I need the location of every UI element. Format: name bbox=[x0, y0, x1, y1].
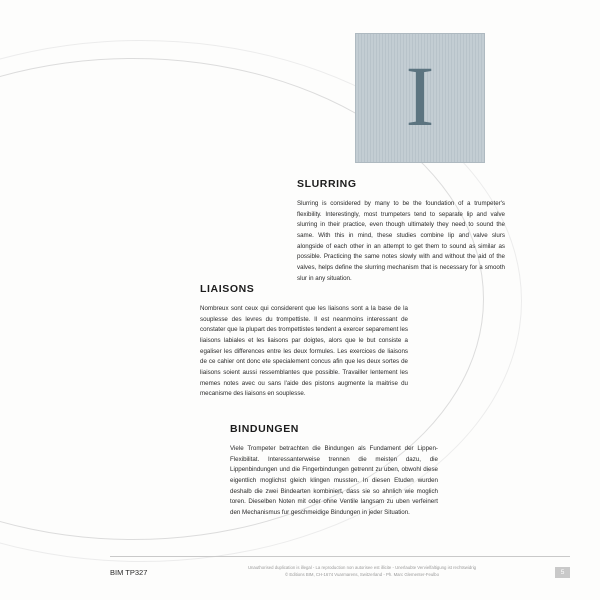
footer-legal-line-2: © Editions BIM, CH-1674 Vuarmarens, Switzerland - Ph. Marc Glementer-Feulbo bbox=[285, 572, 439, 577]
section-liaisons bbox=[200, 283, 408, 400]
footer-legal-line-1: Unauthorised duplication is illegal - La reproduction non autorisee est illicite - Unerlaubte Vervielfaltigung ist rechtswidrig bbox=[247, 565, 477, 571]
section-body-bindungen: Viele Trompeter betrachten die Bindungen als Fundament der Lippen-Flexibilitat. Interessanterweise trennen die meisten dazu, die Lippenbindungen und die Fingerbindungen getrennt zu uben, obwohl diese eigentlich moglichst gleich klingen mussten. In diesen Etuden wurden deshalb die zwei Bindearten kombiniert, dass sie so ahnlich wie moglich toren. Dieselben Noten mit oder ohne Ventile langsam zu uben verfeinert den Mechanismus fur geschmeidige Bindungen in jeder Situation. bbox=[230, 445, 438, 516]
footer-page-number-wrap bbox=[524, 561, 570, 578]
section-heading-bindungen: BINDUNGEN bbox=[230, 423, 299, 435]
section-bindungen bbox=[230, 423, 438, 519]
footer-catalog-code: BIM TP327 bbox=[110, 567, 148, 577]
section-slurring bbox=[297, 178, 505, 284]
initial-letter-plate bbox=[355, 33, 485, 163]
page-footer bbox=[110, 556, 570, 581]
initial-letter: I bbox=[405, 48, 435, 144]
section-body-liaisons: Nombreux sont ceux qui considerent que les liaisons sont a la base de la souplesse des levres du trompettiste. Il est neanmoins interessant de constater que la plupart des trompettistes tendent a exercer separement les liaisons labiales et les liaisons par doigtes, alors que le but consiste a egaliser les differences entre les deux formules. Les exercices de liaisons de ce cahier ont donc ete specialement concus afin que les deux sortes de liaisons soient aussi ressemblantes que possible. Travailler lentement les memes notes avec ou sans l'aide des pistons augmente la maitrise du mecanisme des liaisons en souplesse. bbox=[200, 305, 408, 398]
page-number: 5 bbox=[555, 567, 570, 578]
section-heading-liaisons: LIAISONS bbox=[200, 283, 255, 295]
footer-legal bbox=[200, 559, 524, 578]
section-heading-slurring: SLURRING bbox=[297, 178, 357, 190]
section-body-slurring: Slurring is considered by many to be the foundation of a trumpeter's flexibility. Interestingly, most trumpeters tend to separate lip and valve slurring in their practice, even though ultimately they need to sound the same. With this in mind, these studies combine lip and valve slurs alongside of each other in an attempt to get them to sound as similar as possible. Practicing the same notes slowly with and without the aid of the valves, helps define the slurring mechanism that is necessary for a smooth slur in any situation. bbox=[297, 200, 505, 282]
